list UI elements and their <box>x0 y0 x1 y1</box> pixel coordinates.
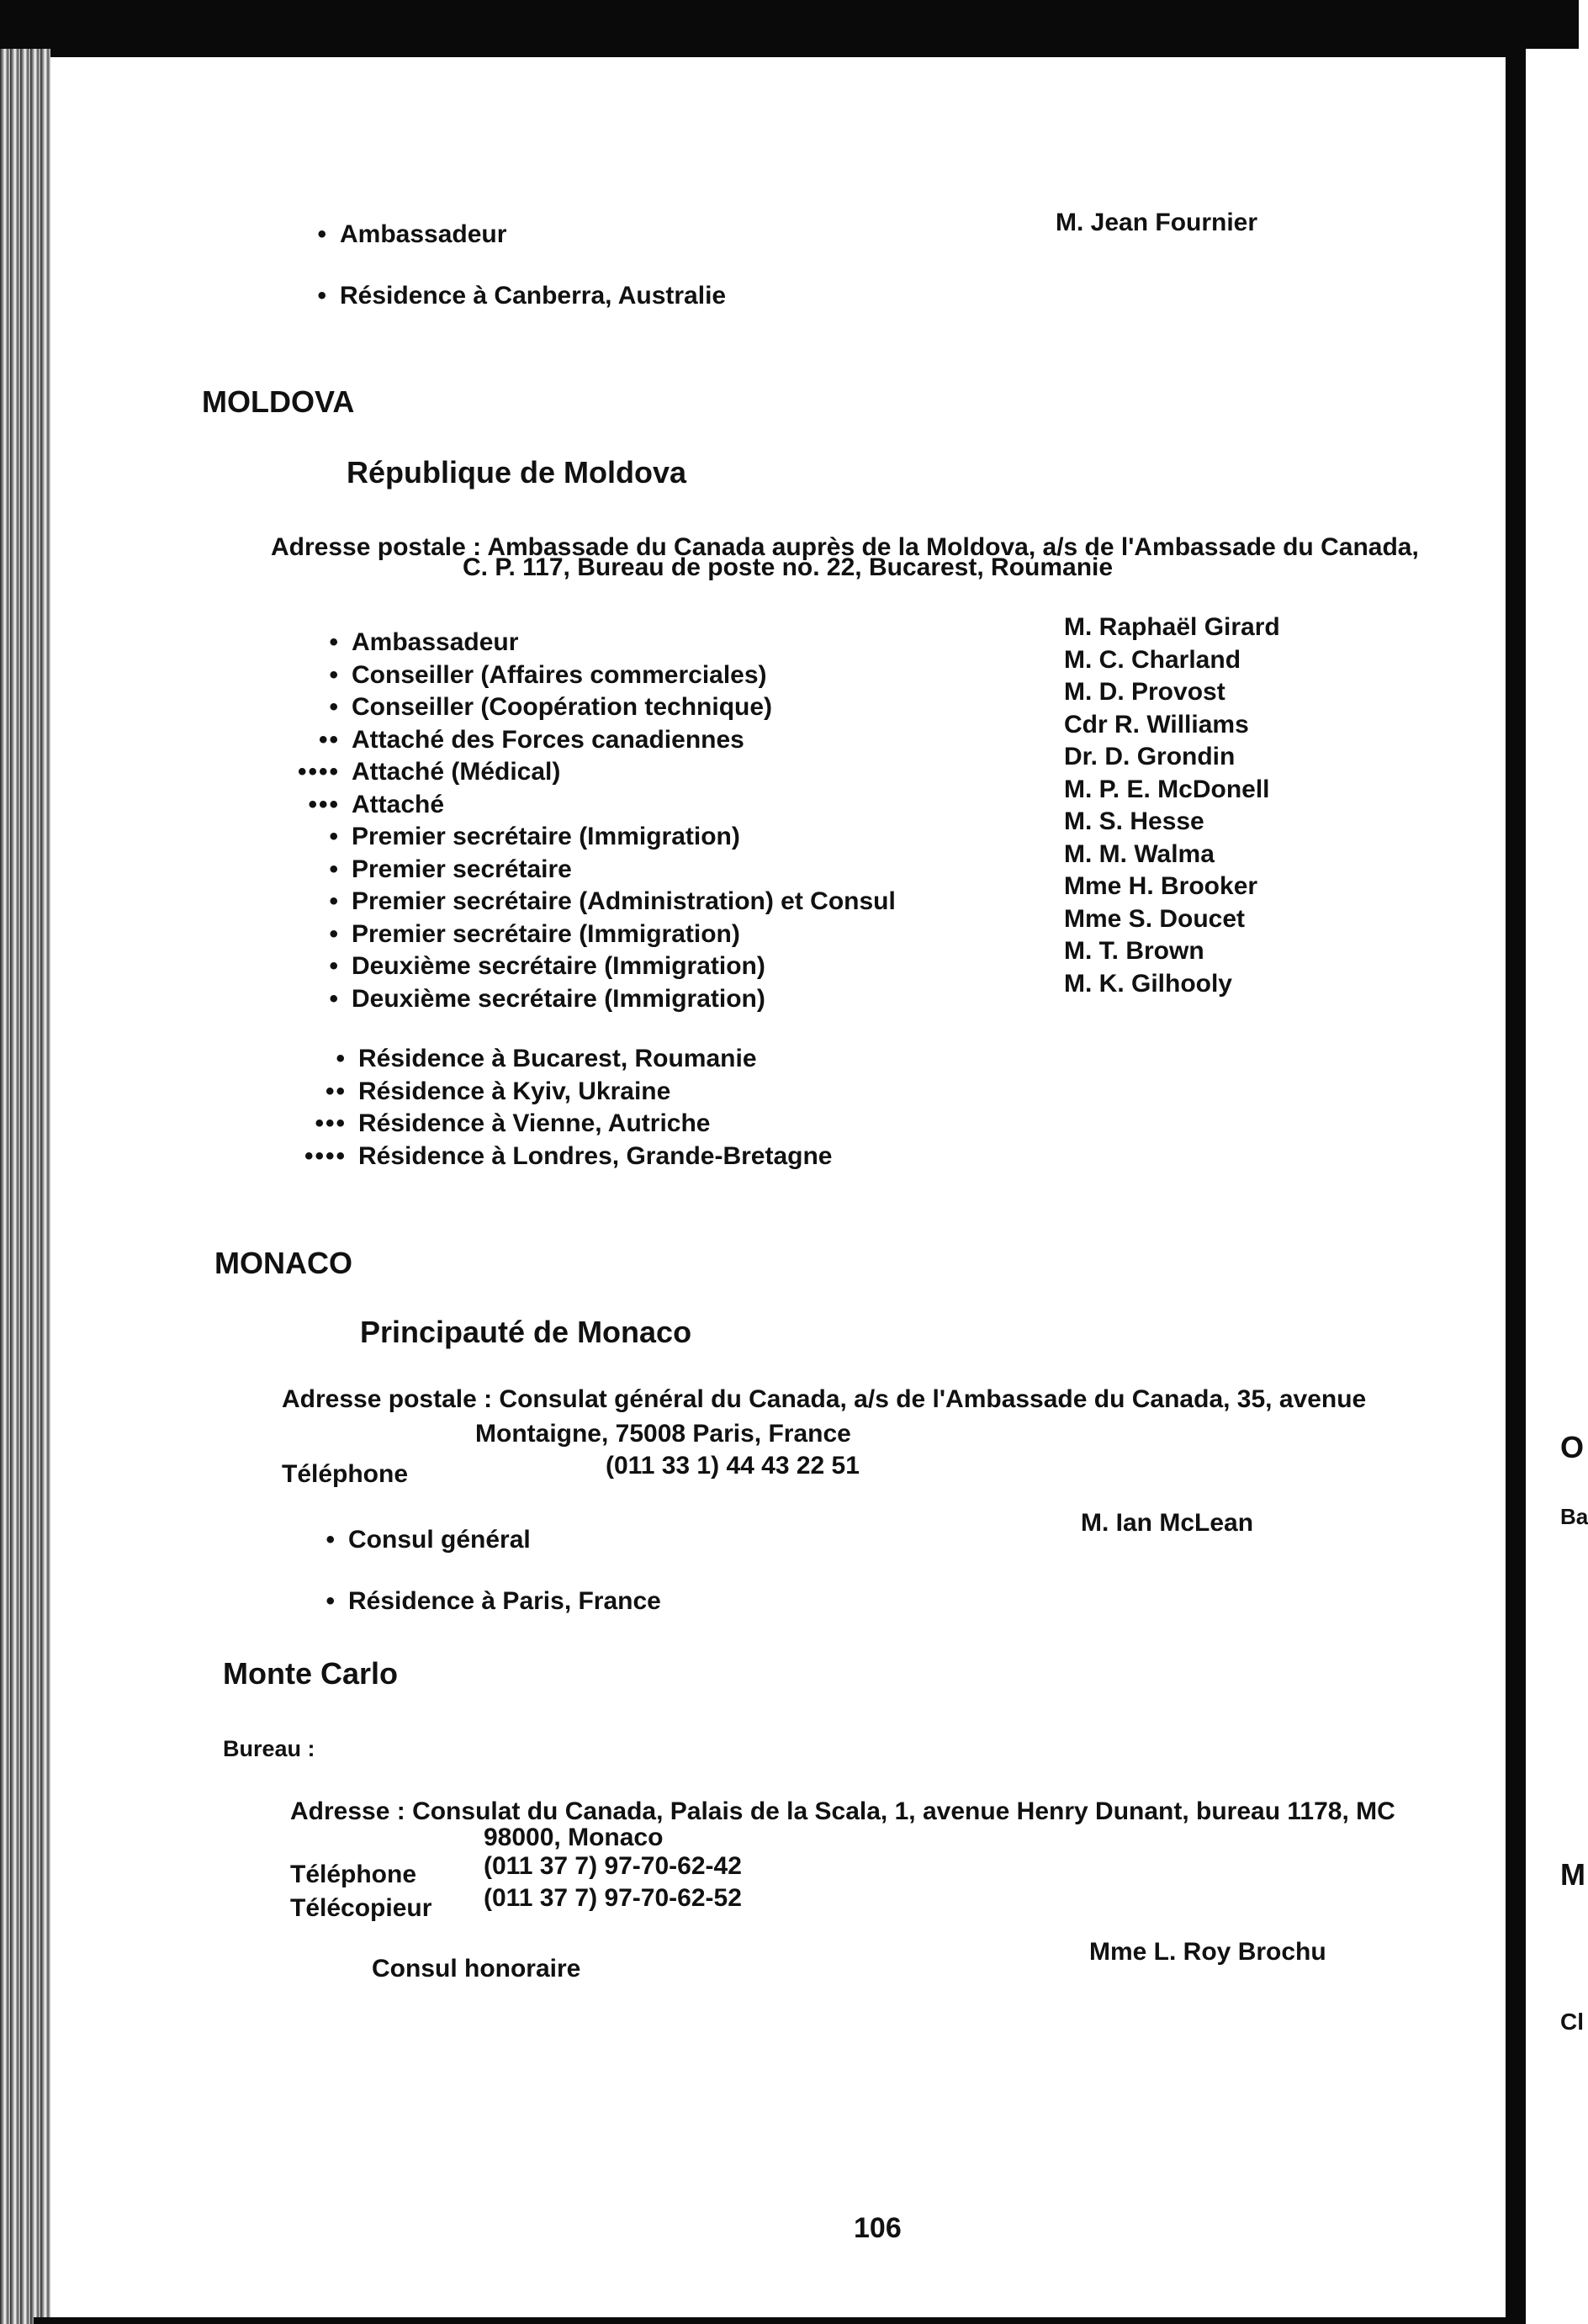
staff-title-row <box>264 950 896 983</box>
staff-title-row <box>264 854 896 887</box>
staff-name: M. Raphaël Girard <box>1064 613 1280 641</box>
staff-title: Premier secrétaire (Administration) et Consul <box>352 887 896 915</box>
page-number: 106 <box>854 2212 902 2244</box>
staff-name: M. K. Gilhooly <box>1064 969 1232 998</box>
moldova-subheading: République de Moldova <box>347 455 687 490</box>
staff-title-row <box>264 886 896 918</box>
bullet: •••• <box>297 758 340 786</box>
staff-name: M. T. Brown <box>1064 937 1204 965</box>
staff-title: Deuxième secrétaire (Immigration) <box>352 952 765 980</box>
bullet: • <box>317 282 328 310</box>
bullet: • <box>336 1045 347 1072</box>
staff-name: M. P. E. McDonell <box>1064 775 1270 803</box>
monaco-heading: MONACO <box>214 1246 352 1280</box>
monaco-phone-value: (011 33 1) 44 43 22 51 <box>606 1452 860 1480</box>
bullet: • <box>329 693 340 721</box>
scan-right-edge <box>1506 49 1526 2324</box>
monaco-residence-text: Résidence à Paris, France <box>348 1587 661 1615</box>
staff-title: Premier secrétaire (Immigration) <box>352 919 740 948</box>
staff-title: Conseiller (Affaires commerciales) <box>352 660 767 689</box>
bullet: • <box>329 984 340 1013</box>
monte-carlo-phone-label: Téléphone <box>290 1861 417 1888</box>
staff-name: Dr. D. Grondin <box>1064 743 1236 770</box>
staff-title-row <box>264 724 896 757</box>
residence-text: Résidence à Bucarest, Roumanie <box>358 1045 757 1072</box>
monaco-address-line1: Adresse postale : Consulat général du Canada, a/s de l'Ambassade du Canada, 35, avenue <box>282 1385 1367 1413</box>
staff-title: Attaché des Forces canadiennes <box>352 725 744 754</box>
monaco-subheading: Principauté de Monaco <box>360 1315 692 1349</box>
bullet: • <box>329 887 340 915</box>
moldova-address-line1: Adresse postale : Ambassade du Canada auprès de la Moldova, a/s de l'Ambassade du Canada, <box>271 533 1419 561</box>
top-residence-entry <box>252 280 726 312</box>
monte-carlo-address-line2: 98000, Monaco <box>484 1824 664 1851</box>
bullet: •••• <box>304 1141 347 1170</box>
scan-bottom-line <box>34 2317 1514 2324</box>
monte-carlo-fax-value: (011 37 7) 97-70-62-52 <box>484 1884 742 1912</box>
bullet: ••• <box>315 1109 347 1137</box>
staff-title: Premier secrétaire (Immigration) <box>352 823 740 850</box>
moldova-heading: MOLDOVA <box>202 384 355 419</box>
bullet: • <box>329 952 340 980</box>
staff-title: Premier secrétaire <box>352 855 572 883</box>
residence-row <box>271 1141 833 1173</box>
bullet: •• <box>318 725 340 754</box>
monaco-address-line2: Montaigne, 75008 Paris, France <box>475 1420 851 1448</box>
monte-carlo-consul-title: Consul honoraire <box>372 1955 581 1983</box>
monte-carlo-phone-value: (011 37 7) 97-70-62-42 <box>484 1852 742 1880</box>
staff-title-row <box>264 918 896 951</box>
staff-title: Deuxième secrétaire (Immigration) <box>352 984 765 1013</box>
staff-title-row <box>264 789 896 822</box>
top-ambassador-label: Ambassadeur <box>340 220 507 248</box>
moldova-address-line2: C. P. 117, Bureau de poste no. 22, Bucarest, Roumanie <box>463 553 1114 581</box>
staff-name: M. C. Charland <box>1064 645 1241 674</box>
monaco-phone-label: Téléphone <box>282 1460 409 1488</box>
residence-text: Résidence à Vienne, Autriche <box>358 1109 711 1137</box>
staff-title-row <box>264 821 896 854</box>
staff-title: Ambassadeur <box>352 628 519 656</box>
residence-row <box>271 1076 833 1109</box>
staff-name: Cdr R. Williams <box>1064 710 1249 738</box>
bullet: • <box>329 823 340 850</box>
scan-top-line <box>0 49 1514 57</box>
staff-name: M. M. Walma <box>1064 839 1215 868</box>
bullet: • <box>326 1587 336 1615</box>
monte-carlo-consul-name: Mme L. Roy Brochu <box>1089 1938 1326 1966</box>
monaco-residence-entry <box>261 1586 661 1617</box>
monte-carlo-address-line1: Adresse : Consulat du Canada, Palais de la Scala, 1, avenue Henry Dunant, bureau 1178, MC <box>290 1797 1395 1825</box>
monte-carlo-bureau-label: Bureau : <box>223 1736 315 1761</box>
staff-name: Mme H. Brooker <box>1064 872 1258 900</box>
top-ambassador-name: M. Jean Fournier <box>1056 209 1258 236</box>
top-ambassador-entry <box>252 219 506 251</box>
bullet: •• <box>325 1077 347 1105</box>
bullet: • <box>329 919 340 948</box>
scan-top-border <box>0 0 1579 49</box>
staff-name: M. D. Provost <box>1064 678 1225 706</box>
bullet: • <box>326 1526 336 1554</box>
residence-row <box>271 1108 833 1141</box>
bullet: • <box>329 660 340 689</box>
moldova-staff-titles <box>264 627 896 1015</box>
staff-title: Conseiller (Coopération technique) <box>352 693 773 721</box>
monte-carlo-heading: Monte Carlo <box>223 1656 399 1691</box>
staff-title-row <box>264 983 896 1016</box>
staff-name: Mme S. Doucet <box>1064 904 1246 933</box>
margin-fragment: O <box>1560 1430 1585 1464</box>
residence-row <box>271 1043 833 1076</box>
monte-carlo-fax-label: Télécopieur <box>290 1894 432 1922</box>
staff-title: Attaché <box>352 790 445 818</box>
margin-fragment: Ba <box>1560 1504 1588 1529</box>
staff-title-row <box>264 659 896 692</box>
monaco-consul-title: Consul général <box>348 1526 531 1554</box>
staff-title: Attaché (Médical) <box>352 758 561 786</box>
staff-title-row <box>264 756 896 789</box>
residence-text: Résidence à Londres, Grande-Bretagne <box>358 1141 833 1170</box>
bullet: • <box>317 220 328 248</box>
scan-left-edge <box>0 49 50 2324</box>
moldova-residences <box>271 1043 833 1173</box>
bullet: • <box>329 628 340 656</box>
staff-name: M. S. Hesse <box>1064 807 1204 835</box>
bullet: • <box>329 855 340 883</box>
top-residence-label: Résidence à Canberra, Australie <box>340 282 727 310</box>
margin-fragment: M <box>1560 1857 1585 1892</box>
monaco-consul-entry <box>261 1524 531 1556</box>
margin-fragment: Cl <box>1560 2009 1584 2035</box>
residence-text: Résidence à Kyiv, Ukraine <box>358 1077 671 1105</box>
monaco-consul-name: M. Ian McLean <box>1081 1509 1254 1537</box>
bullet: ••• <box>308 790 340 818</box>
staff-title-row <box>264 627 896 659</box>
moldova-staff-names <box>1064 611 1280 1000</box>
staff-title-row <box>264 691 896 724</box>
